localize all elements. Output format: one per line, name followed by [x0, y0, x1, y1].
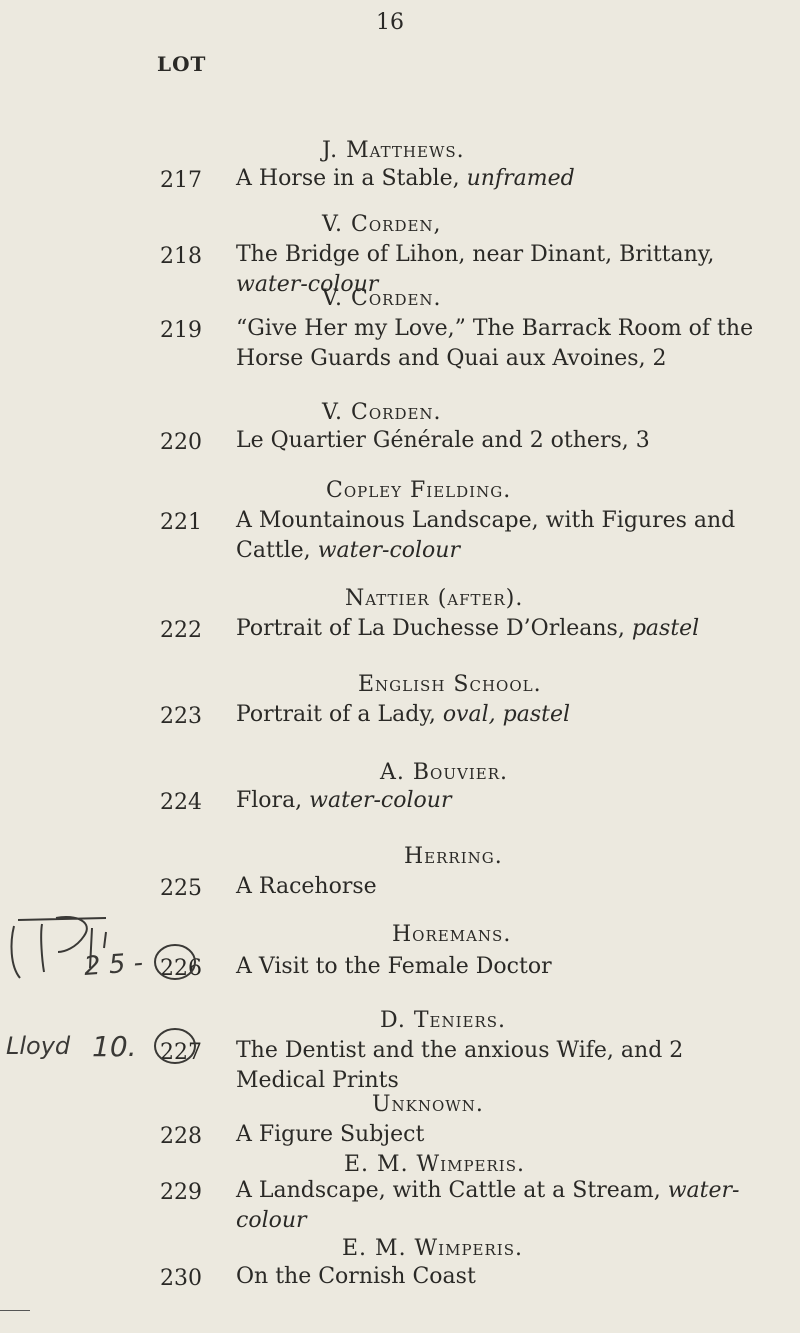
lot-title: Flora, water-colour [236, 788, 452, 813]
lot-number: 225 [160, 876, 202, 901]
lot-title: On the Cornish Coast [236, 1264, 476, 1289]
lot-title: A Landscape, with Cattle at a Stream, water-colour [236, 1178, 740, 1233]
lot-number: 223 [160, 704, 202, 729]
artist-name: Unknown. [372, 1092, 484, 1117]
lot-title: Le Quartier Générale and 2 others, 3 [236, 428, 650, 453]
lot-title: Portrait of a Lady, oval, pastel [236, 702, 571, 727]
lot-226-circle [150, 940, 200, 984]
artist-name: Herring. [404, 844, 503, 869]
artist-name: D. Teniers. [380, 1008, 507, 1033]
artist-name: Copley Fielding. [326, 478, 512, 503]
lot-number: 221 [160, 510, 202, 535]
handwritten-price-226: 2 5 - [83, 947, 144, 983]
lot-number: 224 [160, 790, 202, 815]
artist-name: English School. [358, 672, 542, 697]
lot-title: A Figure Subject [236, 1122, 425, 1147]
lot-number: 230 [160, 1266, 202, 1291]
lot-number: 226 [160, 956, 202, 981]
edge-rule [0, 1310, 30, 1311]
lot-title: Portrait of La Duchesse D’Orleans, pastel [236, 616, 700, 641]
artist-name: E. M. Wimperis. [344, 1152, 525, 1177]
lot-title: A Horse in a Stable, unframed [236, 166, 575, 191]
lot-title: A Visit to the Female Doctor [236, 954, 552, 979]
lot-title: The Bridge of Lihon, near Dinant, Brittany, water-colour [236, 242, 715, 297]
artist-name: V. Corden. [322, 400, 442, 425]
lot-number: 227 [160, 1040, 202, 1065]
lot-number: 222 [160, 618, 202, 643]
artist-name: V. Corden, [322, 212, 442, 237]
lot-227-circle [150, 1024, 200, 1068]
page-number: 16 [376, 10, 404, 35]
lot-number: 219 [160, 318, 202, 343]
lot-title: “Give Her my Love,” The Barrack Room of the Horse Guards and Quai aux Avoines, 2 [236, 316, 754, 371]
lot-title: The Dentist and the anxious Wife, and 2 Medical Prints [236, 1038, 684, 1093]
lot-title: A Racehorse [236, 874, 377, 899]
lot-number: 229 [160, 1180, 202, 1205]
artist-name: A. Bouvier. [380, 760, 508, 785]
lot-number: 228 [160, 1124, 202, 1149]
artist-name: Horemans. [392, 922, 512, 947]
handwritten-buyer-227: Lloyd [6, 1032, 71, 1060]
artist-name: E. M. Wimperis. [342, 1236, 523, 1261]
lot-title: A Mountainous Landscape, with Figures and Cattle, water-colour [236, 508, 736, 563]
artist-name: V. Corden. [322, 286, 442, 311]
lot-number: 218 [160, 244, 202, 269]
lot-column-header: LOT [157, 52, 207, 76]
lot-number: 220 [160, 430, 202, 455]
artist-name: J. Matthews. [322, 138, 465, 163]
artist-name: Nattier (after). [345, 586, 524, 611]
lot-number: 217 [160, 168, 202, 193]
handwritten-price-227: 10. [92, 1030, 137, 1063]
